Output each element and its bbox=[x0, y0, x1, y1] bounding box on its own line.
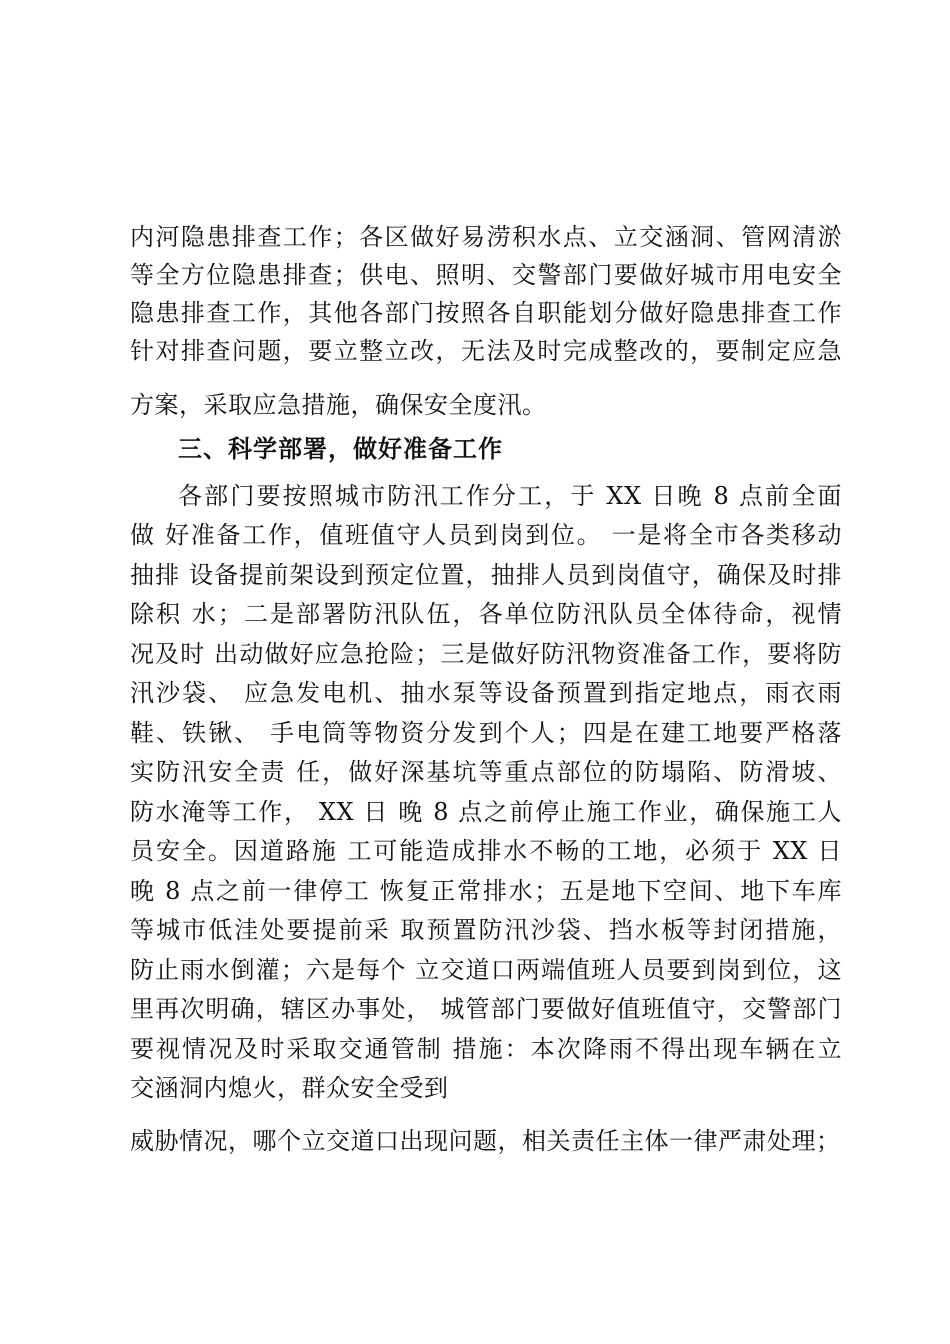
text-line: 等城市低洼处要提前采 取预置防汛沙袋、挡水板等封闭措施， bbox=[130, 916, 842, 944]
text-line: 交涵洞内熄火，群众安全受到 bbox=[130, 1074, 449, 1102]
text-line: 晚 8 点之前一律停工 恢复正常排水；五是地下空间、地下车库 bbox=[130, 877, 842, 905]
text-line: 要视情况及时采取交通管制 措施：本次降雨不得出现车辆在立 bbox=[130, 1035, 842, 1063]
text-line: 防水淹等工作， XX 日 晚 8 点之前停止施工作业，确保施工人 bbox=[130, 798, 842, 826]
text-line: 做 好准备工作，值班值守人员到岗到位。 一是将全市各类移动 bbox=[130, 521, 842, 549]
text-line: 里再次明确，辖区办事处， 城管部门要做好值班值守，交警部门 bbox=[130, 995, 842, 1023]
text-line: 内河隐患排查工作；各区做好易涝积水点、立交涵洞、管网清淤 bbox=[130, 223, 842, 251]
text-line: 方案，采取应急措施，确保安全度汛。 bbox=[130, 391, 547, 419]
text-line: 防止雨水倒灌；六是每个 立交道口两端值班人员要到岗到位，这 bbox=[130, 956, 842, 984]
text-line: 针对排查问题，要立整立改，无法及时完成整改的，要制定应急 bbox=[130, 337, 842, 365]
text-line: 等全方位隐患排查；供电、照明、交警部门要做好城市用电安全 bbox=[130, 261, 842, 289]
text-line: 威胁情况，哪个立交道口出现问题，相关责任主体一律严肃处理； bbox=[130, 1127, 841, 1155]
text-line: 各部门要按照城市防汛工作分工，于 XX 日晚 8 点前全面 bbox=[178, 482, 842, 510]
text-line: 鞋、铁锹、 手电筒等物资分发到个人；四是在建工地要严格落 bbox=[130, 719, 842, 747]
text-line: 除积 水；二是部署防汛队伍，各单位防汛队员全体待命，视情 bbox=[130, 600, 842, 628]
text-line: 抽排 设备提前架设到预定位置，抽排人员到岗值守，确保及时排 bbox=[130, 561, 842, 589]
text-line: 隐患排查工作，其他各部门按照各自职能划分做好隐患排查工作 bbox=[130, 299, 842, 327]
text-line: 汛沙袋、 应急发电机、抽水泵等设备预置到指定地点，雨衣雨 bbox=[130, 679, 842, 707]
text-line: 员安全。因道路施 工可能造成排水不畅的工地，必须于 XX 日 bbox=[130, 837, 842, 865]
text-line: 实防汛安全责 任，做好深基坑等重点部位的防塌陷、防滑坡、 bbox=[130, 758, 842, 786]
text-line: 况及时 出动做好应急抢险；三是做好防汛物资准备工作，要将防 bbox=[130, 640, 842, 668]
section-heading: 三、科学部署，做好准备工作 bbox=[178, 435, 503, 463]
